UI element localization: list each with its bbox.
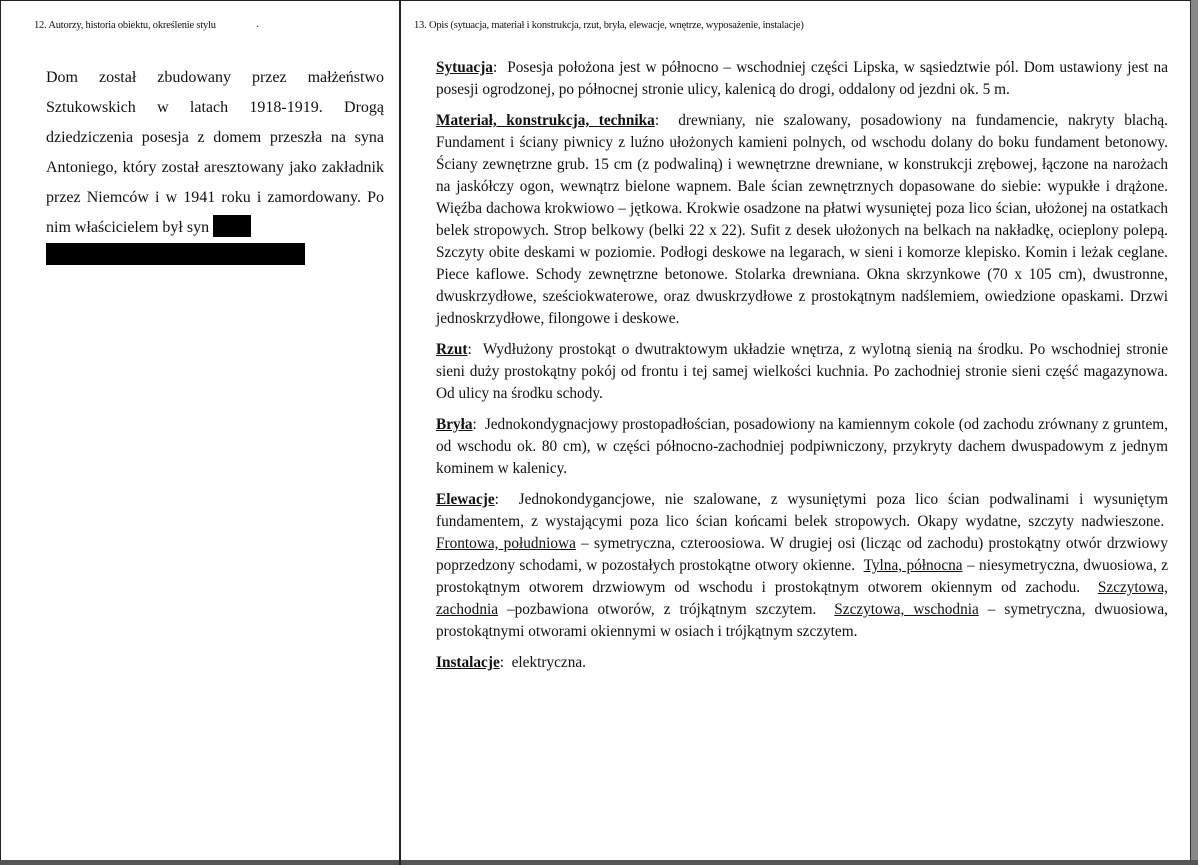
text-frontowa: – symetryczna, czteroosiowa. W drugiej osi (licząc od zachodu) prostokątny otwór drzwiowy poprzedzony schodami, w pozostałych prostokątne otwory okienne. [436, 535, 1168, 574]
label-bryla: Bryła [436, 416, 473, 433]
text-material: drewniany, nie szalowany, posadowiony na fundamencie, nakryty blachą. Fundament i ściany piwnicy z luźno ułożonych kamieni polnych, od wschodu dolany do boku fundament betonowy. Ściany zewnętrzne grub. 15 cm (z podwaliną) i wewnętrzne drewniane, w konstrukcji zrębowej, łączone na narożach na jaskółczy ogon, wewnątrz bielone wapnem. Bale ścian zewnętrznych dopasowane do siebie: wypukłe i drążone. Więźba dachowa krokwiowo – jętkowa. Krokwie osadzone na płatwi wysuniętej poza lico ścian, ułożonej na ostatkach belek stropowych. Strop belkowy (belki 22 x 22). Sufit z desek ułożonych na belkach na nakładkę, ocieplony polepą. Szczyty obite deskami w poziomie. Podłogi deskowe na legarach, w sieni i komorze klepisko. Komin i leżak ceglane. Piece kaflowe. Schody zewnętrzne betonowe. Stolarka drewniana. Okna skrzynkowe (70 x 105 cm), dwustronne, dwuskrzydłowe, sześciokwaterowe, oraz dwuskrzydłowe z prostokątnym nadślemiem, owiedzione opaskami. Drzwi jednoskrzydłowe, filongowe i deskowe. [436, 112, 1168, 327]
description-header: 13. Opis (sytuacja, materiał i konstrukcja, rzut, bryła, elewacje, wnętrze, wyposażenie, instalacje) [414, 20, 804, 31]
label-material: Materiał, konstrukcja, technika [436, 112, 655, 129]
section-sytuacja: Sytuacja: Posesja położona jest w północno – wschodniej części Lipska, w sąsiedztwie pól. Dom ustawiony jest na posesji ogrodzonej, po północnej stronie ulicy, kalenicą do drogi, oddalony od jezdni ok. 5 m. [436, 59, 1168, 98]
label-frontowa: Frontowa, południowa [436, 535, 576, 552]
redaction-bar-inline [213, 215, 251, 237]
history-text: Dom został zbudowany przez małżeństwo Sztukowskich w latach 1918-1919. Drogą dziedziczenia posesja z domem przeszła na syna Antoniego, który został aresztowany jako zakładnik przez Niemców i w 1941 roku i zamordowany. Po nim właścicielem był syn [46, 69, 384, 236]
label-rzut: Rzut [436, 341, 468, 358]
text-bryla: Jednokondygnacjowy prostopadłościan, posadowiony na kamiennym cokole (od zachodu zrównany z gruntem, od wschodu ok. 80 cm), w części północno-zachodniej podpiwniczony, przykryty dachem dwuspadowym z jednym kominem w kalenicy. [436, 416, 1168, 477]
text-rzut: Wydłużony prostokąt o dwutraktowym układzie wnętrza, z wylotną sienią na środku. Po wschodniej stronie sieni duży prostokątny pokój od frontu i tej samej wielkości kuchnia. Po zachodniej stronie sieni część magazynowa. Od ulicy na środku schody. [436, 341, 1169, 402]
text-szczytowa-zachodnia: –pozbawiona otworów, z trójkątnym szczytem. [507, 601, 817, 618]
scan-bottom-edge [0, 860, 1198, 865]
label-tylna: Tylna, północna [863, 557, 963, 574]
label-szczytowa-zachodnia: Szczytowa, zachodnia [436, 579, 1168, 618]
redaction-bar-block [46, 243, 305, 265]
section-instalacje: Instalacje: elektryczna. [436, 654, 586, 671]
label-sytuacja: Sytuacja [436, 59, 493, 76]
description-column [401, 0, 1190, 860]
text-sytuacja: Posesja położona jest w północno – wschodniej części Lipska, w sąsiedztwie pól. Dom ustawiony jest na posesji ogrodzonej, po północnej stronie ulicy, kalenicą do drogi, oddalony od jezdni ok. 5 m. [436, 59, 1168, 98]
section-rzut: Rzut: Wydłużony prostokąt o dwutraktowym układzie wnętrza, z wylotną sienią na środku. Po wschodniej stronie sieni duży prostokątny pokój od frontu i tej samej wielkości kuchnia. Po zachodniej stronie sieni część magazynowa. Od ulicy na środku schody. [436, 341, 1169, 402]
scan-right-edge [1190, 0, 1198, 865]
history-column [0, 0, 399, 860]
section-bryla: Bryła: Jednokondygnacjowy prostopadłościan, posadowiony na kamiennym cokole (od zachodu zrównany z gruntem, od wschodu ok. 80 cm), w części północno-zachodniej podpiwniczony, przykryty dachem dwuspadowym z jednym kominem w kalenicy. [436, 416, 1168, 477]
label-instalacje: Instalacje [436, 654, 500, 671]
text-szczytowa-wschodnia: – symetryczna, dwuosiowa, prostokątnymi otworami okiennymi w osiach i trójkątnym szczytem. [436, 601, 1168, 640]
text-instalacje: elektryczna. [511, 654, 586, 671]
label-szczytowa-wschodnia: Szczytowa, wschodnia [834, 601, 979, 618]
text-elewacje-intro: Jednokondygancjowe, nie szalowane, z wysuniętymi poza lico ścian podwalinami i wysuniętym fundamentem, z wystającymi poza lico ścian końcami belek stropowych. Okapy wydatne, szczyty nadwieszone. [436, 491, 1168, 530]
history-paragraph [46, 63, 384, 243]
description-body [426, 57, 1168, 683]
section-material: Materiał, konstrukcja, technika: drewniany, nie szalowany, posadowiony na fundamencie, nakryty blachą. Fundament i ściany piwnicy z luźno ułożonych kamieni polnych, od wschodu dolany do boku fundament betonowy. Ściany zewnętrzne grub. 15 cm (z podwaliną) i wewnętrzne drewniane, w konstrukcji zrębowej, łączone na narożach na jaskółczy ogon, wewnątrz bielone wapnem. Bale ścian zewnętrznych dopasowane do siebie: wypukłe i drążone. Więźba dachowa krokwiowo – jętkowa. Krokwie osadzone na płatwi wysuniętej poza lico ścian, ułożonej na ostatkach belek stropowych. Strop belkowy (belki 22 x 22). Sufit z desek ułożonych na belkach na nakładkę, ocieplony polepą. Szczyty obite deskami w poziomie. Podłogi deskowe na legarach, w sieni i komorze klepisko. Komin i leżak ceglane. Piece kaflowe. Schody zewnętrzne betonowe. Stolarka drewniana. Okna skrzynkowe (70 x 105 cm), dwustronne, dwuskrzydłowe, sześciokwaterowe, oraz dwuskrzydłowe z prostokątnym nadślemiem, owiedzione opaskami. Drzwi jednoskrzydłowe, filongowe i deskowe. [436, 112, 1168, 327]
text-tylna: – niesymetryczna, dwuosiowa, z prostokątnym otworem drzwiowym od wschodu i prostokątnym otworem okiennym od zachodu. [436, 557, 1168, 596]
header-mark: · [256, 22, 260, 33]
section-elewacje: Elewacje: Jednokondygancjowe, nie szalowane, z wysuniętymi poza lico ścian podwalinami i wysuniętym fundamentem, z wystającymi poza lico ścian końcami belek stropowych. Okapy wydatne, szczyty nadwieszone. Frontowa, południowa – symetryczna, czteroosiowa. W drugiej osi (licząc od zachodu) prostokątny otwór drzwiowy poprzedzony schodami, w pozostałych prostokątne otwory okienne. Tylna, północna – niesymetryczna, dwuosiowa, z prostokątnym otworem drzwiowym od wschodu i prostokątnym otworem okiennym od zachodu. Szczytowa, zachodnia –pozbawiona otworów, z trójkątnym szczytem. Szczytowa, wschodnia – symetryczna, dwuosiowa, prostokątnymi otworami okiennymi w osiach i trójkątnym szczytem. [436, 491, 1168, 640]
history-header: 12. Autorzy, historia obiektu, określenie stylu [34, 20, 216, 31]
label-elewacje: Elewacje [436, 491, 495, 508]
